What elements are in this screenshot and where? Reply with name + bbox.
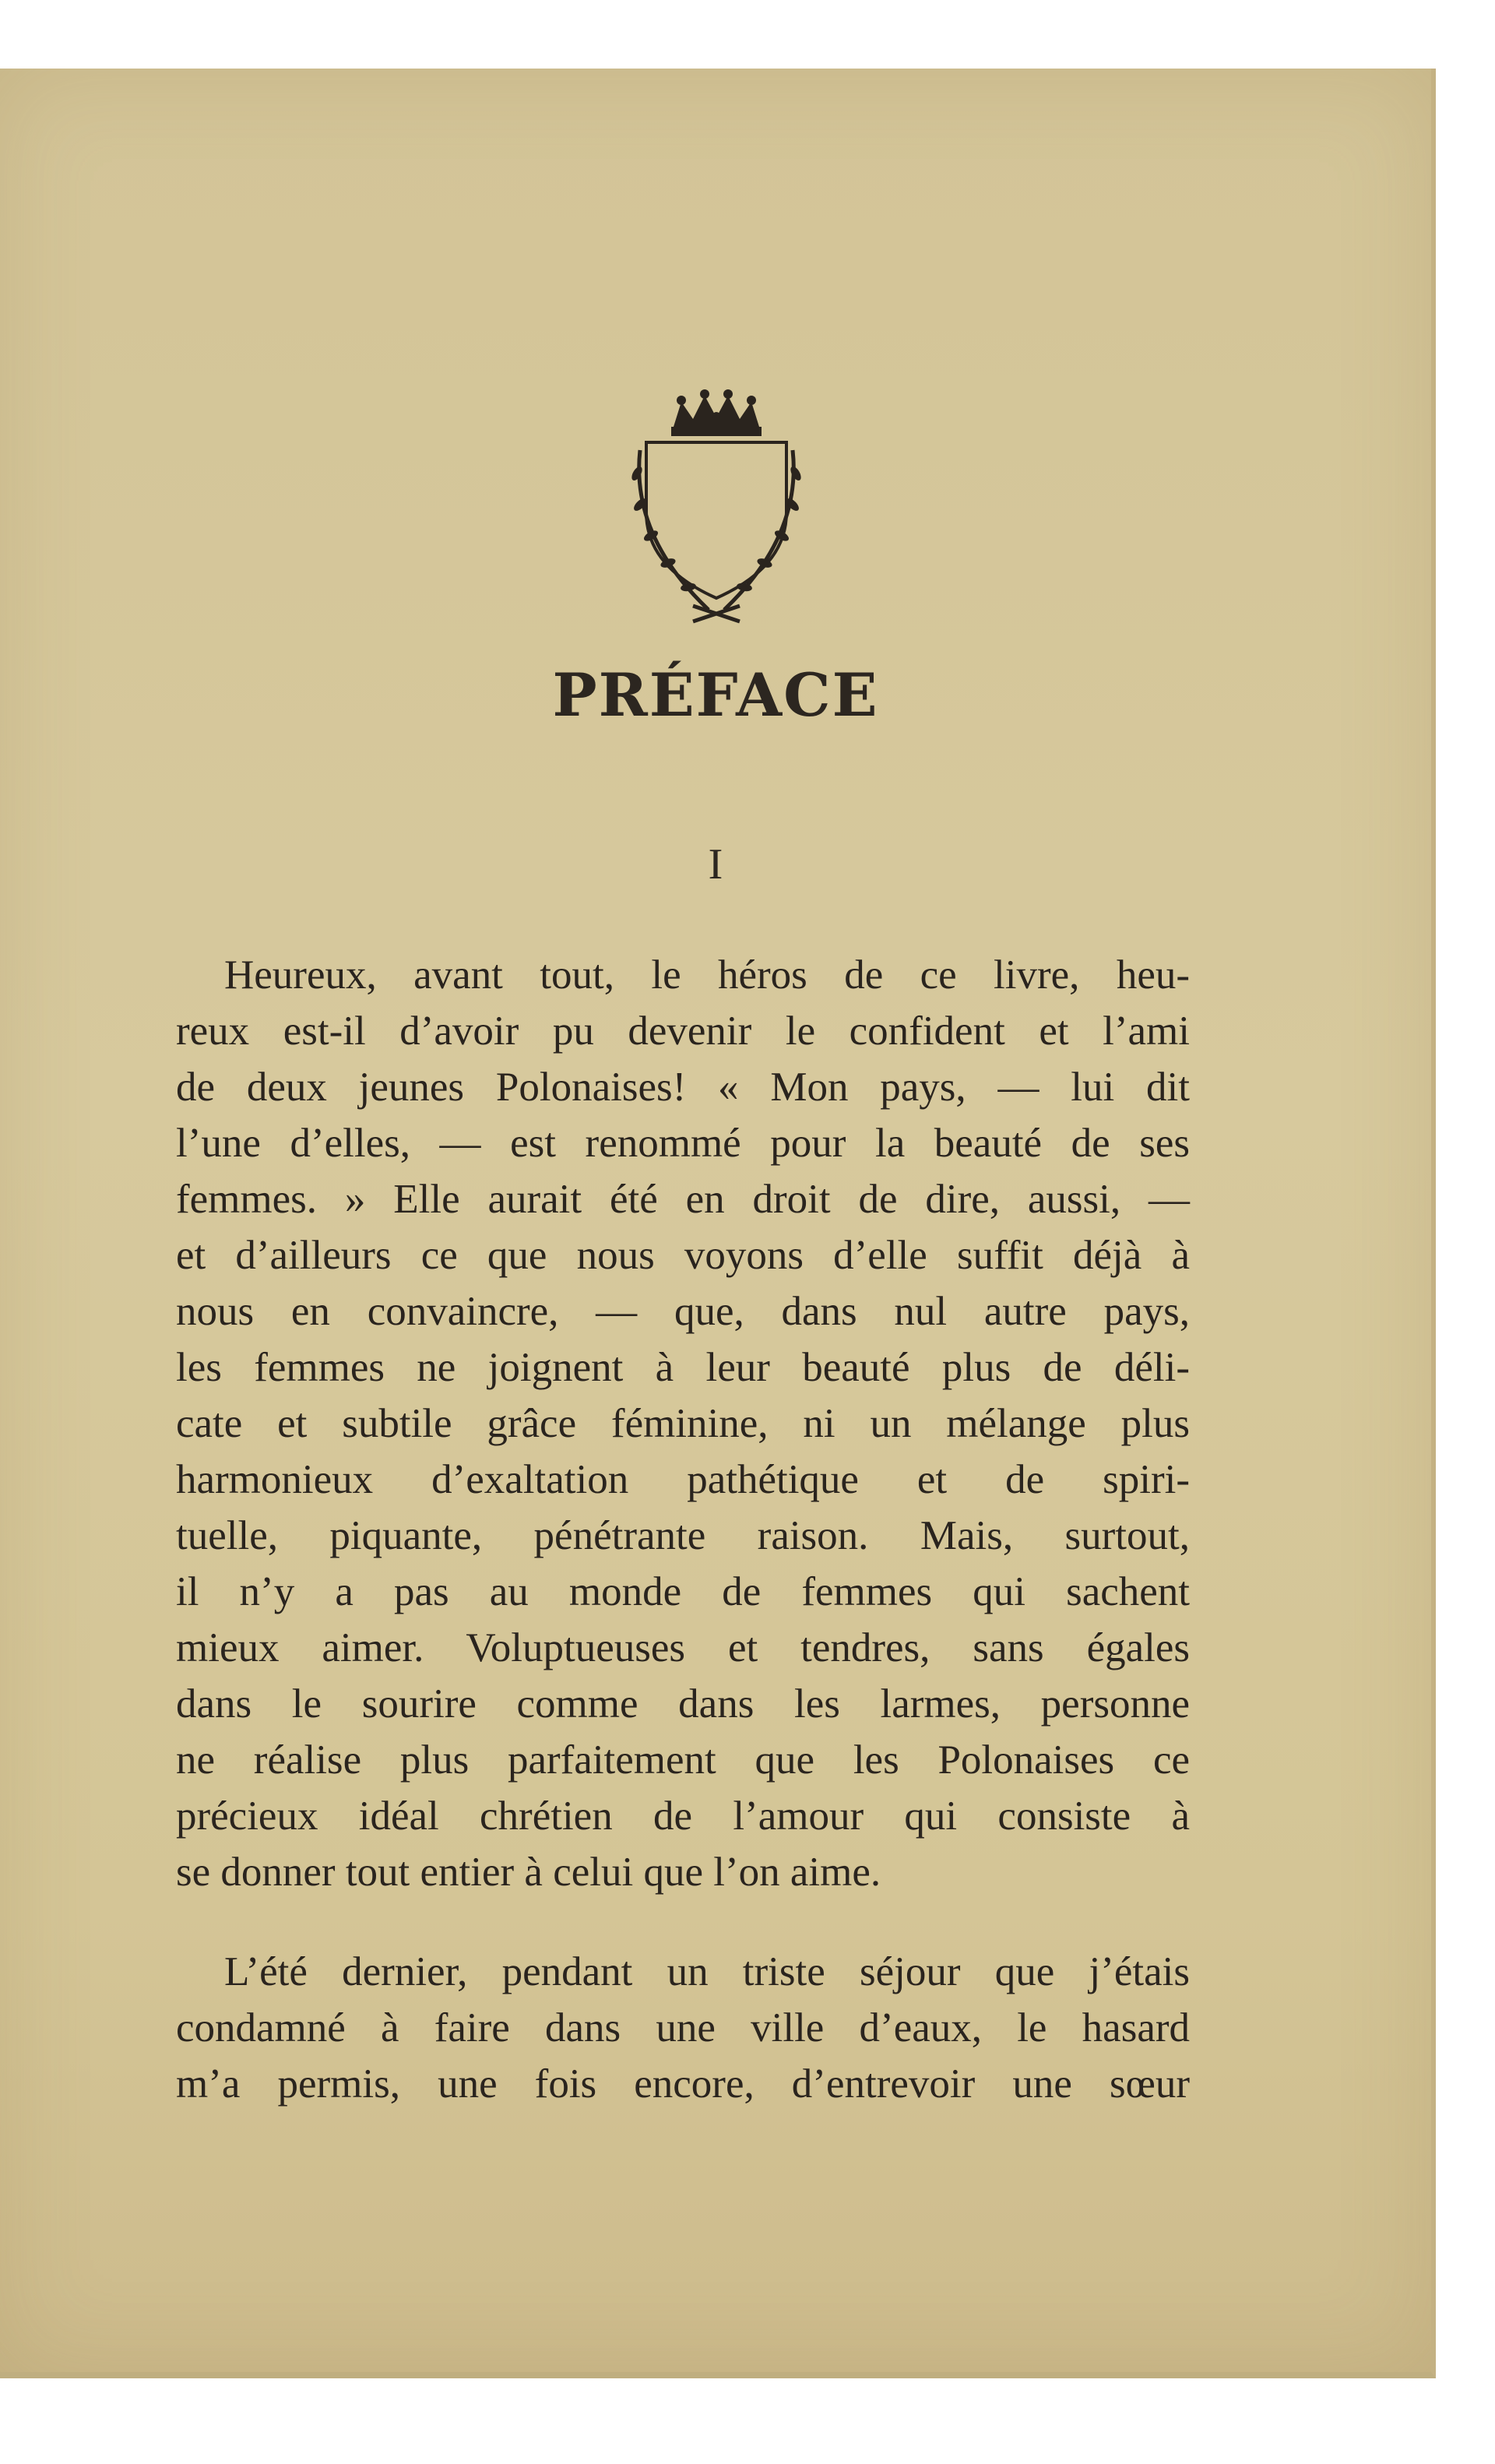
text-line: m’a permis, une fois encore, d’entrevoir une sœur xyxy=(176,2061,1190,2107)
text-line: nous en convaincre, — que, dans nul autre pays, xyxy=(176,1289,1190,1334)
text-line: cate et subtile grâce féminine, ni un mélange plus xyxy=(176,1401,1190,1446)
paragraph-1 xyxy=(176,947,1190,1900)
text-line: ne réalise plus parfaitement que les Polonaises ce xyxy=(176,1737,1190,1783)
text-line: condamné à faire dans une ville d’eaux, le hasard xyxy=(176,2005,1190,2050)
text-line: Heureux, avant tout, le héros de ce livre, heu- xyxy=(224,952,1190,998)
text-line: l’une d’elles, — est renommé pour la beauté de ses xyxy=(176,1121,1190,1166)
book-page xyxy=(0,69,1436,2378)
crown-wreath-stamp-icon xyxy=(600,388,833,629)
ex-libris-stamp xyxy=(600,388,833,629)
text-line: il n’y a pas au monde de femmes qui sachent xyxy=(176,1569,1190,1614)
text-line: mieux aimer. Voluptueuses et tendres, sans égales xyxy=(176,1625,1190,1670)
text-line: dans le sourire comme dans les larmes, personne xyxy=(176,1681,1190,1727)
text-line: tuelle, piquante, pénétrante raison. Mais, surtout, xyxy=(176,1513,1190,1558)
text-line: femmes. » Elle aurait été en droit de dire, aussi, — xyxy=(176,1177,1190,1222)
text-line: de deux jeunes Polonaises! « Mon pays, — lui dit xyxy=(176,1065,1190,1110)
text-line: se donner tout entier à celui que l’on aime. xyxy=(176,1850,881,1895)
text-line: précieux idéal chrétien de l’amour qui consiste à xyxy=(176,1793,1190,1839)
text-line: les femmes ne joignent à leur beauté plus de déli- xyxy=(176,1345,1190,1390)
text-line: et d’ailleurs ce que nous voyons d’elle suffit déjà à xyxy=(176,1233,1190,1278)
paragraph-2 xyxy=(176,1944,1190,2112)
page-title: PRÉFACE xyxy=(552,660,879,730)
text-line: harmonieux d’exaltation pathétique et de spiri- xyxy=(176,1457,1190,1502)
section-number: I xyxy=(708,840,723,889)
text-line: L’été dernier, pendant un triste séjour que j’étais xyxy=(224,1949,1190,1994)
text-line: reux est-il d’avoir pu devenir le confident et l’ami xyxy=(176,1008,1190,1054)
